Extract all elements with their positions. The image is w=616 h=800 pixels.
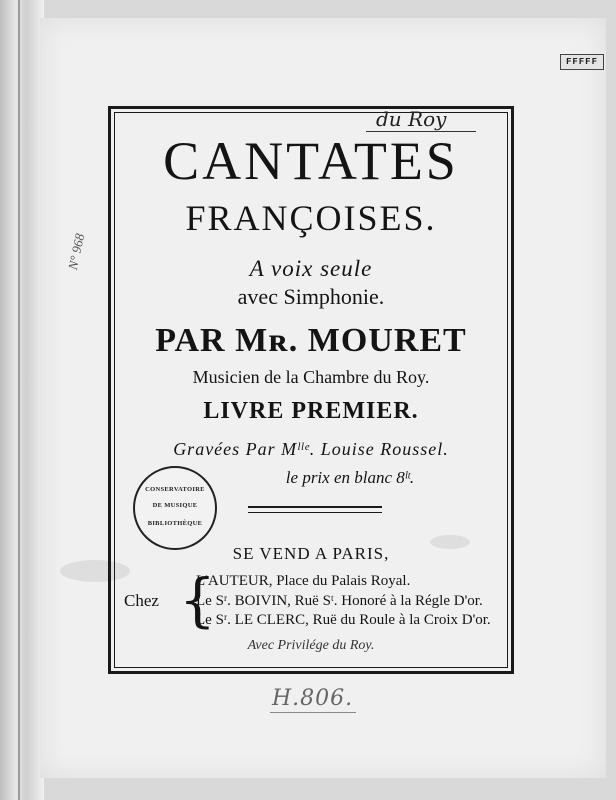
address-line: Le Sʳ. LE CLERC, Ruë du Roule à la Croix D'or. <box>196 612 491 628</box>
engraver-credit: Gravées Par Mˡˡᵉ. Louise Roussel. <box>173 439 449 459</box>
decorative-rule <box>248 506 382 513</box>
handwritten-annotation: du Roy <box>376 107 447 131</box>
address-line: Le Sʳ. BOIVIN, Ruë Sᵗ. Honoré à la Régle D'or. <box>196 593 483 609</box>
title-line-2: FRANÇOISES. <box>185 198 437 238</box>
stamp-text: BIBLIOTHÈQUE <box>147 520 203 527</box>
sale-heading: SE VEND A PARIS, <box>232 544 390 563</box>
composer-role: Musicien de la Chambre du Roy. <box>192 367 430 387</box>
margin-inventory-note: N° 968 <box>65 232 88 272</box>
curly-brace: { <box>179 566 216 634</box>
book-spine <box>0 0 44 800</box>
book-number: LIVRE PREMIER. <box>203 398 419 424</box>
subtitle-symphony: avec Simphonie. <box>237 284 385 309</box>
subtitle-voice: A voix seule <box>249 256 373 281</box>
call-number: H.806. <box>272 686 354 711</box>
royal-privilege: Avec Privilége du Roy. <box>247 638 375 653</box>
chez-label: Chez <box>124 591 159 610</box>
library-stamp <box>133 466 217 550</box>
address-line: L'AUTEUR, Place du Palais Royal. <box>196 573 411 589</box>
shelf-mark-label: FFFFF <box>560 54 604 70</box>
price-note: le prix en blanc 8ˡᵗ. <box>285 468 415 487</box>
call-number-underline <box>270 712 356 713</box>
composer-name: PAR Mʀ. MOURET <box>155 322 467 359</box>
spine-edge <box>18 0 20 800</box>
stamp-text: DE MUSIQUE <box>152 502 198 509</box>
stamp-text: CONSERVATOIRE <box>145 486 205 493</box>
title-line-1: CANTATES <box>163 131 459 191</box>
